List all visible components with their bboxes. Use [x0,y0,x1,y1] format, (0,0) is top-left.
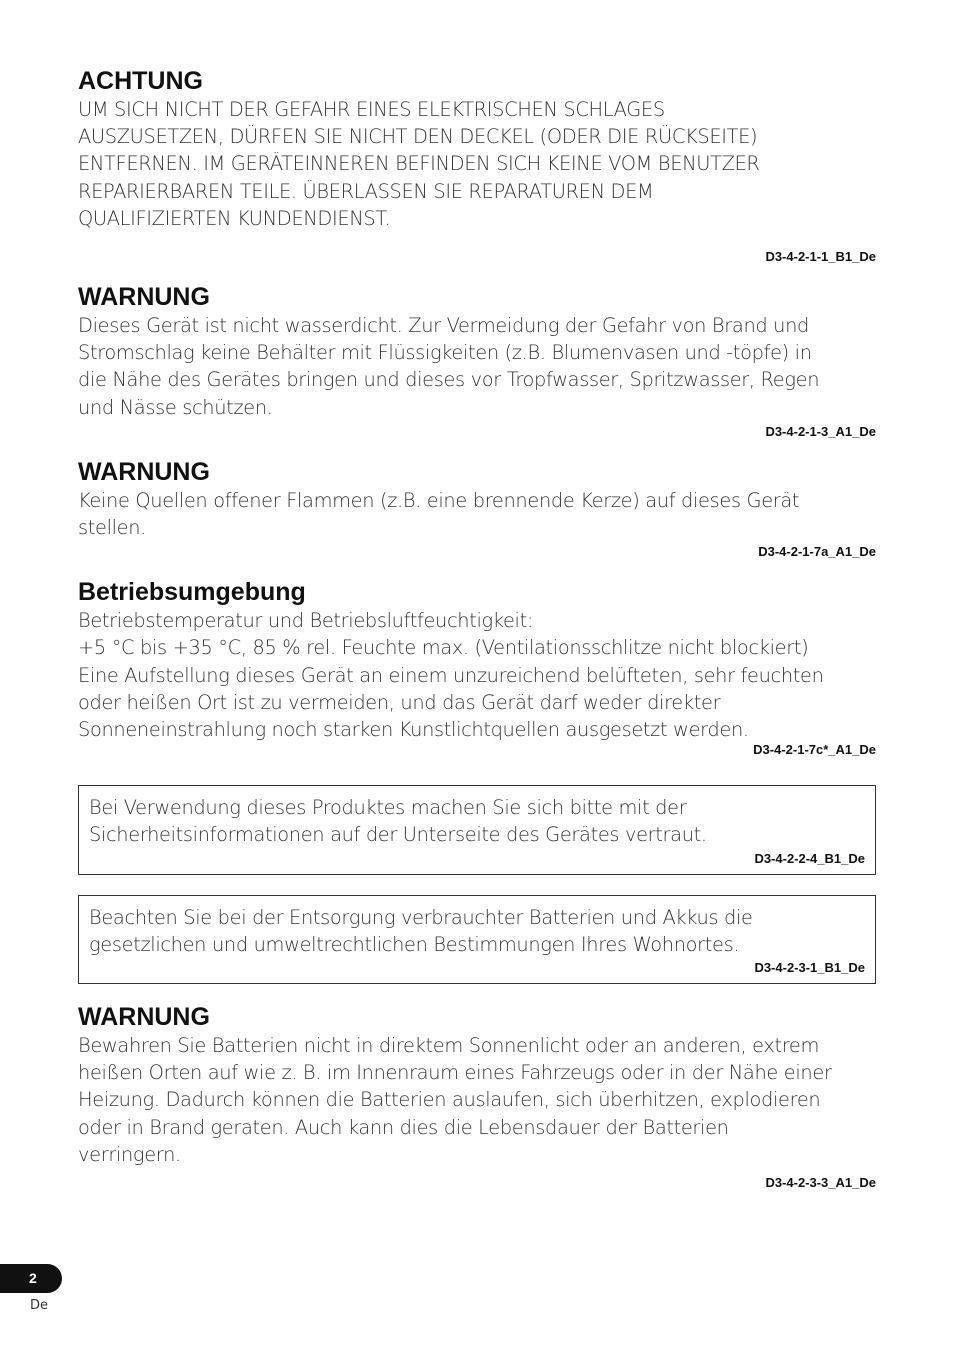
text-line: stellen. [78,516,146,540]
section-heading: WARNUNG [78,1003,210,1032]
text-line: Betriebstemperatur und Betriebsluftfeuchtigkeit: [78,609,534,633]
section-heading: Betriebsumgebung [78,578,306,607]
warnung-battery-section [78,1002,876,1192]
achtung-section [78,66,876,266]
text-line: Sicherheitsinformationen auf der Unterseite des Gerätes vertraut. [89,823,707,847]
battery-disposal-box [78,895,876,984]
text-line: Bei Verwendung dieses Produktes machen Sie sich bitte mit der [89,796,687,820]
section-text [78,96,876,232]
text-line: Eine Aufstellung dieses Gerät an einem unzureichend belüfteten, sehr feuchten [78,663,824,687]
page-number-tab: 2 [0,1264,62,1293]
text-line: Stromschlag keine Behälter mit Flüssigkeiten (z.B. Blumenvasen und -töpfe) in [78,341,812,365]
warnung-water-section [78,282,876,441]
text-line: oder in Brand geraten. Auch kann dies die Lebensdauer der Batterien [78,1115,729,1139]
text-line: Dieses Gerät ist nicht wasserdicht. Zur Vermeidung der Gefahr von Brand und [78,314,809,338]
betriebsumgebung-section [78,577,876,759]
text-line: verringern. [78,1142,181,1166]
text-line: Heizung. Dadurch können die Batterien auslaufen, sich überhitzen, explodieren [78,1088,821,1112]
section-text [78,312,876,421]
text-line: Beachten Sie bei der Entsorgung verbrauchter Batterien und Akkus die [89,905,753,929]
box-text [89,904,865,958]
section-heading: WARNUNG [78,457,210,486]
text-line: REPARIERBAREN TEILE. ÜBERLASSEN SIE REPARATUREN DEM [78,179,654,203]
text-line: Keine Quellen offener Flammen (z.B. eine brennende Kerze) auf dieses Gerät [78,488,800,512]
reference-code: D3-4-2-1-7c*_A1_De [753,742,876,758]
text-line: oder heißen Ort ist zu vermeiden, und das Gerät darf weder direkter [78,690,721,714]
reference-code: D3-4-2-3-3_A1_De [765,1175,876,1191]
text-line: die Nähe des Gerätes bringen und dieses vor Tropfwasser, Spritzwasser, Regen [78,368,820,392]
reference-code: D3-4-2-2-4_B1_De [754,850,865,866]
section-heading: WARNUNG [78,283,210,312]
reference-code: D3-4-2-1-1_B1_De [765,249,876,265]
reference-code: D3-4-2-1-7a_A1_De [758,544,876,560]
section-text [78,487,876,541]
text-line: +5 °C bis +35 °C, 85 % rel. Feuchte max. (Ventilationsschlitze nicht blockiert) [78,636,809,660]
language-label: De [30,1298,49,1313]
text-line: und Nässe schützen. [78,395,273,419]
page-content [78,66,876,1192]
section-text [78,1032,876,1168]
text-line: UM SICH NICHT DER GEFAHR EINES ELEKTRISCHEN SCHLAGES [78,98,665,121]
reference-code: D3-4-2-3-1_B1_De [754,960,865,976]
reference-code: D3-4-2-1-3_A1_De [765,423,876,439]
warnung-flame-section [78,457,876,561]
section-text [78,607,876,743]
safety-info-box [78,785,876,874]
text-line: Bewahren Sie Batterien nicht in direktem Sonnenlicht oder an anderen, extrem [78,1034,820,1058]
text-line: Sonneneinstrahlung noch starken Kunstlichtquellen ausgesetzt werden. [78,718,749,742]
text-line: AUSZUSETZEN, DÜRFEN SIE NICHT DEN DECKEL (ODER DIE RÜCKSEITE) [78,125,758,149]
text-line: heißen Orten auf wie z. B. im Innenraum eines Fahrzeugs oder in der Nähe einer [78,1061,832,1085]
text-line: ENTFERNEN. IM GERÄTEINNEREN BEFINDEN SICH KEINE VOM BENUTZER [78,152,760,176]
text-line: gesetzlichen und umweltrechtlichen Bestimmungen Ihres Wohnortes. [89,932,740,956]
section-heading: ACHTUNG [78,67,203,95]
box-text [89,794,865,848]
text-line: QUALIFIZIERTEN KUNDENDIENST. [78,206,391,230]
